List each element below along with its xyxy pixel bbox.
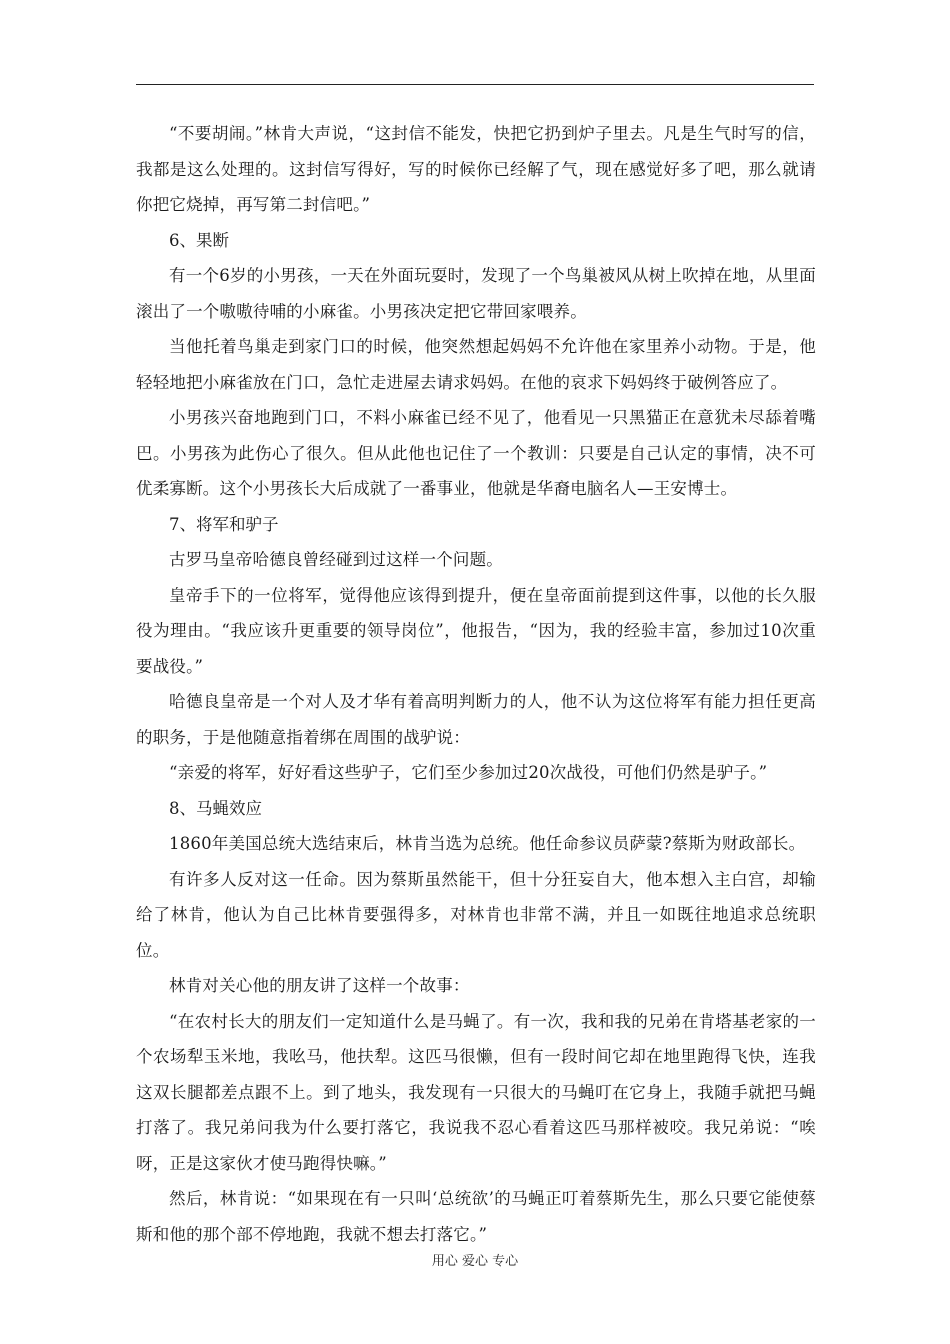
paragraph: 有许多人反对这一任命。因为蔡斯虽然能干，但十分狂妄自大，他本想入主白宫，却输给了林肯，他认为自己比林肯要强得多，对林肯也非常不满，并且一如既往地追求总统职位。	[136, 869, 816, 960]
header-rule	[136, 84, 814, 85]
section-heading-6: 6、果断	[169, 230, 229, 250]
paragraph: 1860年美国总统大选结束后，林肯当选为总统。他任命参议员萨蒙?蔡斯为财政部长。	[169, 834, 806, 853]
document-body	[136, 116, 816, 1252]
section-heading-8: 8、马蝇效应	[169, 798, 262, 818]
section-heading-7: 7、将军和驴子	[169, 514, 279, 534]
paragraph: 小男孩兴奋地跑到门口，不料小麻雀已经不见了，他看见一只黑猫正在意犹未尽舔着嘴巴。小男孩为此伤心了很久。但从此他也记住了一个教训：只要是自己认定的事情，决不可优柔寡断。这个小男孩长大后成就了一番事业，他就是华裔电脑名人—王安博士。	[136, 408, 816, 498]
paragraph: 皇帝手下的一位将军，觉得他应该得到提升，便在皇帝面前提到这件事，以他的长久服役为理由。“我应该升更重要的领导岗位”，他报告，“因为，我的经验丰富，参加过10次重要战役。”	[136, 585, 816, 676]
paragraph: 哈德良皇帝是一个对人及才华有着高明判断力的人，他不认为这位将军有能力担任更高的职务，于是他随意指着绑在周围的战驴说：	[136, 692, 816, 747]
paragraph: 林肯对关心他的朋友讲了这样一个故事：	[169, 976, 470, 995]
paragraph: 当他托着鸟巢走到家门口的时候，他突然想起妈妈不允许他在家里养小动物。于是，他轻轻地把小麻雀放在门口，急忙走进屋去请求妈妈。在他的哀求下妈妈终于破例答应了。	[136, 337, 816, 392]
page-footer: 用心 爱心 专心	[431, 1254, 519, 1269]
paragraph: 有一个6岁的小男孩，一天在外面玩耍时，发现了一个鸟巢被风从树上吹掉在地，从里面滚出了一个嗷嗷待哺的小麻雀。小男孩决定把它带回家喂养。	[136, 266, 816, 321]
paragraph: “不要胡闹。”林肯大声说，“这封信不能发，快把它扔到炉子里去。凡是生气时写的信，我都是这么处理的。这封信写得好，写的时候你已经解了气，现在感觉好多了吧，那么就请你把它烧掉，再写第二封信吧。”	[136, 124, 816, 214]
paragraph: 然后，林肯说：“如果现在有一只叫‘总统欲’的马蝇正叮着蔡斯先生，那么只要它能使蔡斯和他的那个部不停地跑，我就不想去打落它。”	[136, 1189, 816, 1244]
paragraph: 古罗马皇帝哈德良曾经碰到过这样一个问题。	[169, 550, 503, 569]
paragraph: “在农村长大的朋友们一定知道什么是马蝇了。有一次，我和我的兄弟在肯塔基老家的一个农场犁玉米地，我吆马，他扶犁。这匹马很懒，但有一段时间它却在地里跑得飞快，连我这双长腿都差点跟不上。到了地头，我发现有一只很大的马蝇叮在它身上，我随手就把马蝇打落了。我兄弟问我为什么要打落它，我说我不忍心看着这匹马那样被咬。我兄弟说：“唉呀，正是这家伙才使马跑得快嘛。”	[136, 1011, 816, 1173]
paragraph: “亲爱的将军，好好看这些驴子，它们至少参加过20次战役，可他们仍然是驴子。”	[169, 763, 768, 782]
